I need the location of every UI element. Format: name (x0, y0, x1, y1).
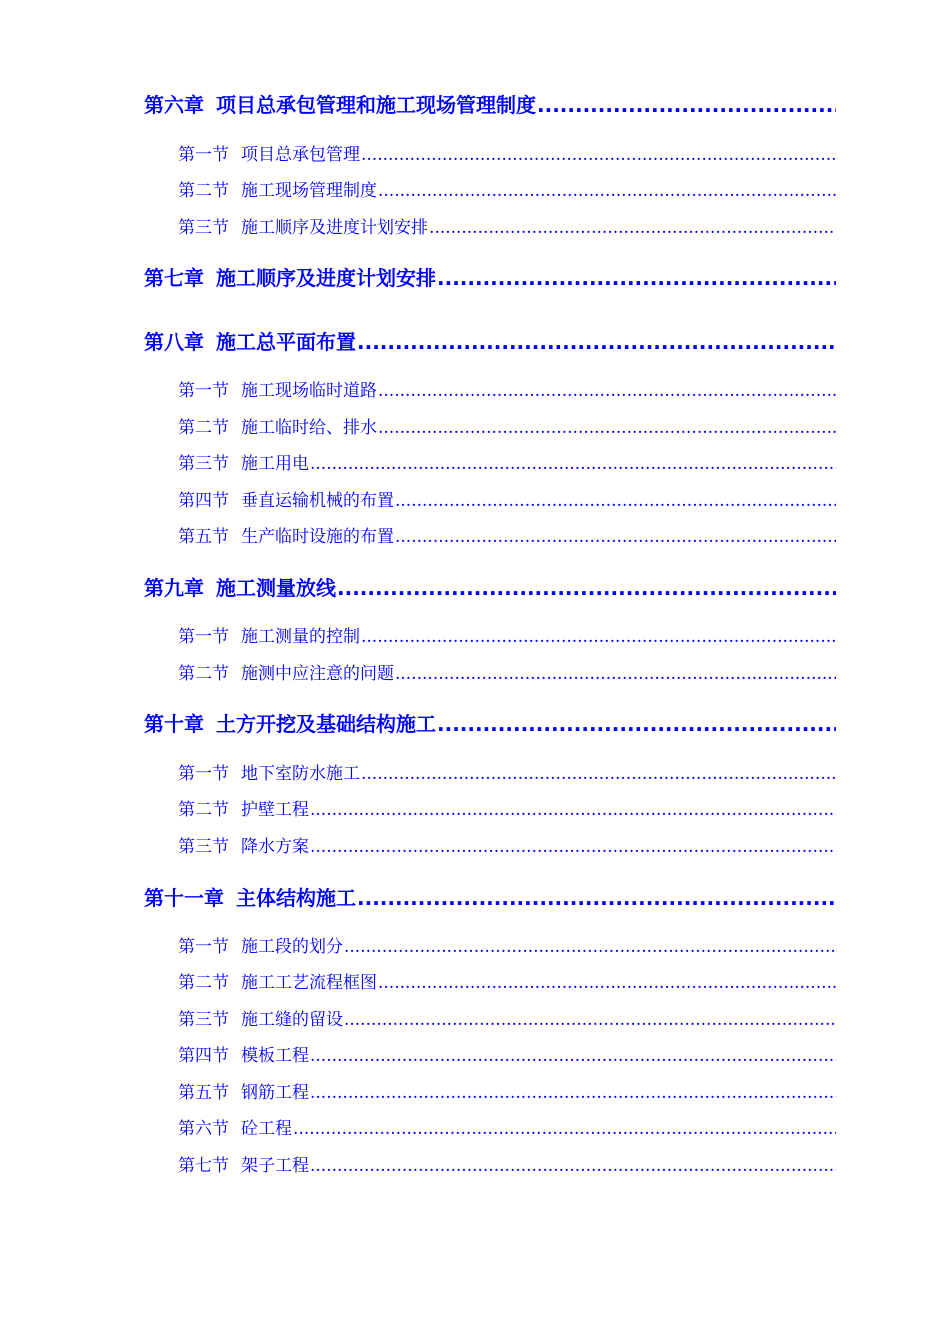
section-number: 第二节 (178, 181, 229, 201)
chapter-number: 第六章 (144, 93, 204, 117)
section-title: 施工工艺流程框图 (241, 973, 377, 993)
section-title: 垂直运输机械的布置 (241, 491, 394, 511)
dot-leader (310, 453, 836, 475)
toc-section-10-3[interactable] (178, 836, 836, 858)
section-title: 施工缝的留设 (241, 1010, 343, 1030)
dot-leader (310, 799, 836, 821)
toc-section-9-2[interactable] (178, 663, 836, 685)
dot-leader (310, 1082, 836, 1104)
section-title: 施工顺序及进度计划安排 (241, 218, 428, 238)
toc-section-6-3[interactable] (178, 217, 836, 239)
toc-chapter-7[interactable] (144, 266, 836, 290)
section-number: 第三节 (178, 837, 229, 857)
section-number: 第七节 (178, 1156, 229, 1176)
toc-section-11-7[interactable] (178, 1155, 836, 1177)
section-title: 项目总承包管理 (241, 145, 360, 165)
toc-chapter-6[interactable] (144, 93, 836, 117)
dot-leader (378, 417, 836, 439)
toc-section-10-2[interactable] (178, 799, 836, 821)
section-number: 第六节 (178, 1119, 229, 1139)
dot-leader (361, 763, 836, 785)
section-title: 地下室防水施工 (241, 764, 360, 784)
chapter-number: 第十章 (144, 712, 204, 736)
dot-leader (361, 626, 836, 648)
dot-leader (378, 380, 836, 402)
chapter-number: 第八章 (144, 330, 204, 354)
section-number: 第一节 (178, 145, 229, 165)
toc-section-8-3[interactable] (178, 453, 836, 475)
section-number: 第一节 (178, 627, 229, 647)
dot-leader (344, 936, 836, 958)
section-title: 护壁工程 (241, 800, 309, 820)
section-title: 钢筋工程 (241, 1083, 309, 1103)
section-number: 第三节 (178, 1010, 229, 1030)
section-number: 第五节 (178, 527, 229, 547)
dot-leader (310, 1155, 836, 1177)
toc-section-6-2[interactable] (178, 180, 836, 202)
section-title: 施工现场管理制度 (241, 181, 377, 201)
section-number: 第五节 (178, 1083, 229, 1103)
dot-leader (537, 93, 836, 117)
section-title: 生产临时设施的布置 (241, 527, 394, 547)
section-number: 第二节 (178, 418, 229, 438)
section-number: 第四节 (178, 491, 229, 511)
toc-section-10-1[interactable] (178, 763, 836, 785)
toc-chapter-10[interactable] (144, 712, 836, 736)
section-number: 第三节 (178, 454, 229, 474)
section-title: 施工测量的控制 (241, 627, 360, 647)
toc-section-11-5[interactable] (178, 1082, 836, 1104)
dot-leader (395, 663, 836, 685)
dot-leader (437, 712, 836, 736)
section-number: 第二节 (178, 664, 229, 684)
chapter-title: 项目总承包管理和施工现场管理制度 (216, 93, 536, 117)
chapter-title: 土方开挖及基础结构施工 (216, 712, 436, 736)
section-title: 施测中应注意的问题 (241, 664, 394, 684)
toc-section-11-3[interactable] (178, 1009, 836, 1031)
toc-chapter-11[interactable] (144, 886, 836, 910)
chapter-number: 第七章 (144, 266, 204, 290)
chapter-title: 主体结构施工 (236, 886, 356, 910)
section-title: 施工段的划分 (241, 937, 343, 957)
section-number: 第一节 (178, 381, 229, 401)
toc-section-8-4[interactable] (178, 490, 836, 512)
dot-leader (337, 576, 836, 600)
toc-section-11-1[interactable] (178, 936, 836, 958)
section-title: 施工临时给、排水 (241, 418, 377, 438)
dot-leader (429, 217, 836, 239)
section-number: 第三节 (178, 218, 229, 238)
toc-section-8-1[interactable] (178, 380, 836, 402)
toc-section-6-1[interactable] (178, 144, 836, 166)
toc-section-11-2[interactable] (178, 972, 836, 994)
section-number: 第四节 (178, 1046, 229, 1066)
toc-section-11-4[interactable] (178, 1045, 836, 1067)
section-number: 第一节 (178, 937, 229, 957)
section-number: 第一节 (178, 764, 229, 784)
dot-leader (395, 526, 836, 548)
dot-leader (357, 886, 836, 910)
toc-section-11-6[interactable] (178, 1118, 836, 1140)
dot-leader (437, 266, 836, 290)
section-title: 架子工程 (241, 1156, 309, 1176)
section-title: 砼工程 (241, 1119, 292, 1139)
section-number: 第二节 (178, 800, 229, 820)
toc-section-8-2[interactable] (178, 417, 836, 439)
dot-leader (344, 1009, 836, 1031)
chapter-number: 第十一章 (144, 886, 224, 910)
section-number: 第二节 (178, 973, 229, 993)
chapter-title: 施工总平面布置 (216, 330, 356, 354)
section-title: 降水方案 (241, 837, 309, 857)
section-title: 施工用电 (241, 454, 309, 474)
chapter-title: 施工测量放线 (216, 576, 336, 600)
section-title: 模板工程 (241, 1046, 309, 1066)
section-title: 施工现场临时道路 (241, 381, 377, 401)
dot-leader (357, 330, 836, 354)
dot-leader (361, 144, 836, 166)
chapter-number: 第九章 (144, 576, 204, 600)
dot-leader (310, 1045, 836, 1067)
toc-chapter-9[interactable] (144, 576, 836, 600)
dot-leader (310, 836, 836, 858)
dot-leader (378, 972, 836, 994)
toc-chapter-8[interactable] (144, 330, 836, 354)
dot-leader (293, 1118, 836, 1140)
toc-section-8-5[interactable] (178, 526, 836, 548)
toc-section-9-1[interactable] (178, 626, 836, 648)
chapter-title: 施工顺序及进度计划安排 (216, 266, 436, 290)
dot-leader (395, 490, 836, 512)
dot-leader (378, 180, 836, 202)
